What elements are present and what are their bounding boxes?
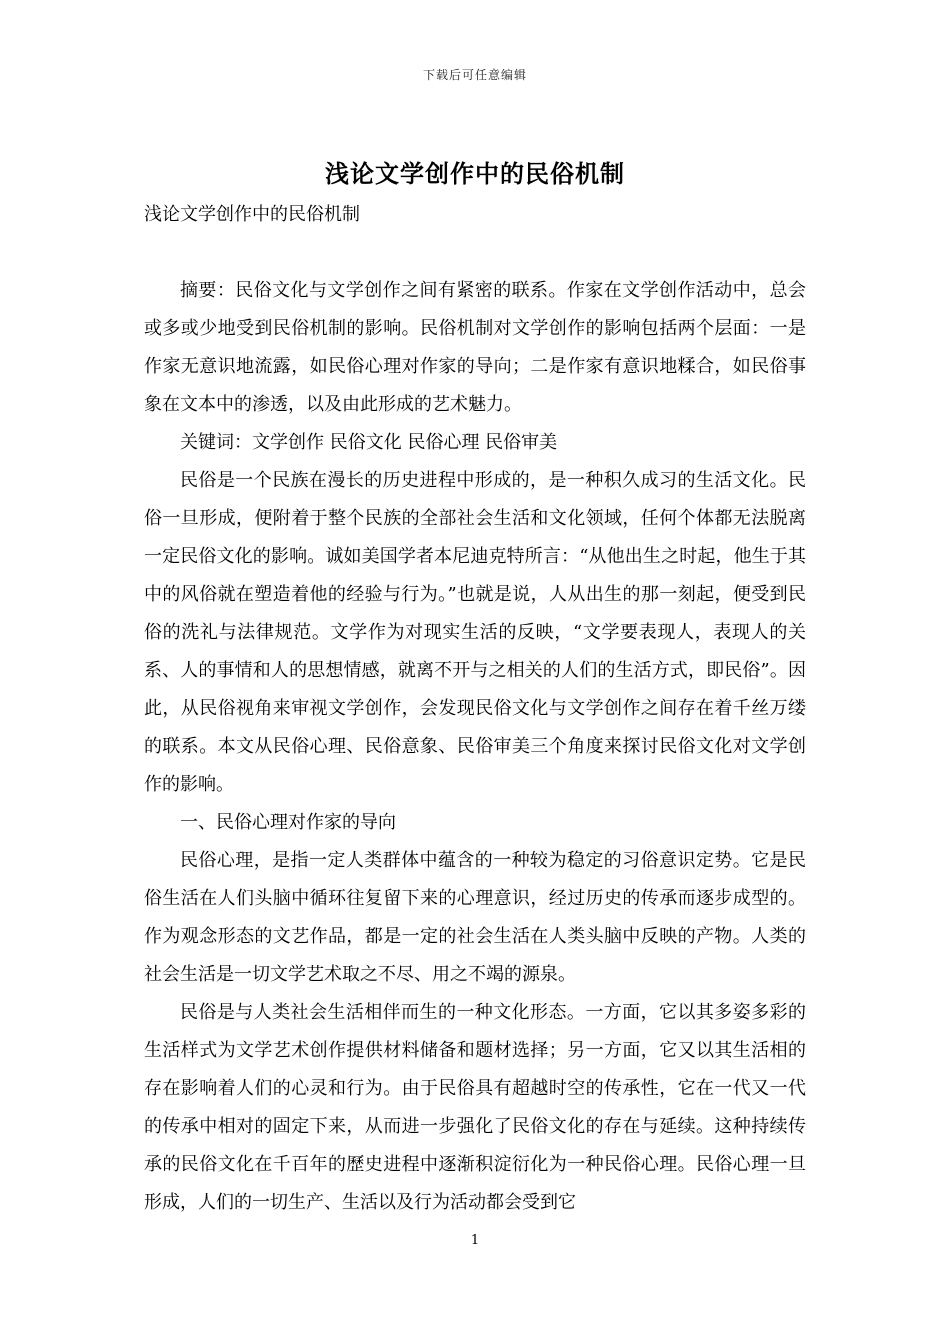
document-title: 浅论文学创作中的民俗机制 — [325, 159, 625, 188]
body-paragraph: 民俗心理，是指一定人类群体中蕴含的一种较为稳定的习俗意识定势。它是民俗生活在人们头脑中循环往复留下来的心理意识，经过历史的传承而逐步成型的。作为观念形态的文艺作品，都是一定的社会生活在人类头脑中反映的产物。人类的社会生活是一切文学艺术取之不尽、用之不竭的源泉。 — [144, 850, 806, 985]
page-number: 1 — [470, 1233, 480, 1248]
section-heading: 一、民俗心理对作家的导向 — [180, 812, 396, 833]
header-note: 下载后可任意编辑 — [422, 68, 527, 82]
blank-line — [144, 234, 806, 272]
abstract-paragraph: 摘要：民俗文化与文学创作之间有紧密的联系。作家在文学创作活动中，总会或多或少地受到民俗机制的影响。民俗机制对文学创作的影响包括两个层面：一是作家无意识地流露，如民俗心理对作家的导向；二是作家有意识地糅合，如民俗事象在文本中的渗透，以及由此形成的艺术魅力。 — [144, 280, 806, 415]
document-body — [144, 196, 806, 1222]
document-subtitle: 浅论文学创作中的民俗机制 — [144, 204, 360, 225]
intro-paragraph: 民俗是一个民族在漫长的历史进程中形成的，是一种积久成习的生活文化。民俗一旦形成，便附着于整个民族的全部社会生活和文化领域，任何个体都无法脱离一定民俗文化的影响。诚如美国学者本尼迪克特所言：“从他出生之时起，他生于其中的风俗就在塑造着他的经验与行为。”也就是说，人从出生的那一刻起，便受到民俗的洗礼与法律规范。文学作为对现实生活的反映，“文学要表现人，表现人的关系、人的事情和人的思想情感，就离不开与之相关的人们的生活方式，即民俗”。因此，从民俗视角来审视文学创作，会发现民俗文化与文学创作之间存在着千丝万缕的联系。本文从民俗心理、民俗意象、民俗审美三个角度来探讨民俗文化对文学创作的影响。 — [144, 470, 806, 795]
keywords-paragraph: 关键词：文学创作 民俗文化 民俗心理 民俗审美 — [180, 432, 558, 453]
body-paragraph: 民俗是与人类社会生活相伴而生的一种文化形态。一方面，它以其多姿多彩的生活样式为文学艺术创作提供材料储备和题材选择；另一方面，它又以其生活相的存在影响着人们的心灵和行为。由于民俗具有超越时空的传承性，它在一代又一代的传承中相对的固定下来，从而进一步强化了民俗文化的存在与延续。这种持续传承的民俗文化在千百年的歷史进程中逐渐积淀衍化为一种民俗心理。民俗心理一旦形成，人们的一切生产、生活以及行为活动都会受到它 — [144, 1002, 806, 1213]
